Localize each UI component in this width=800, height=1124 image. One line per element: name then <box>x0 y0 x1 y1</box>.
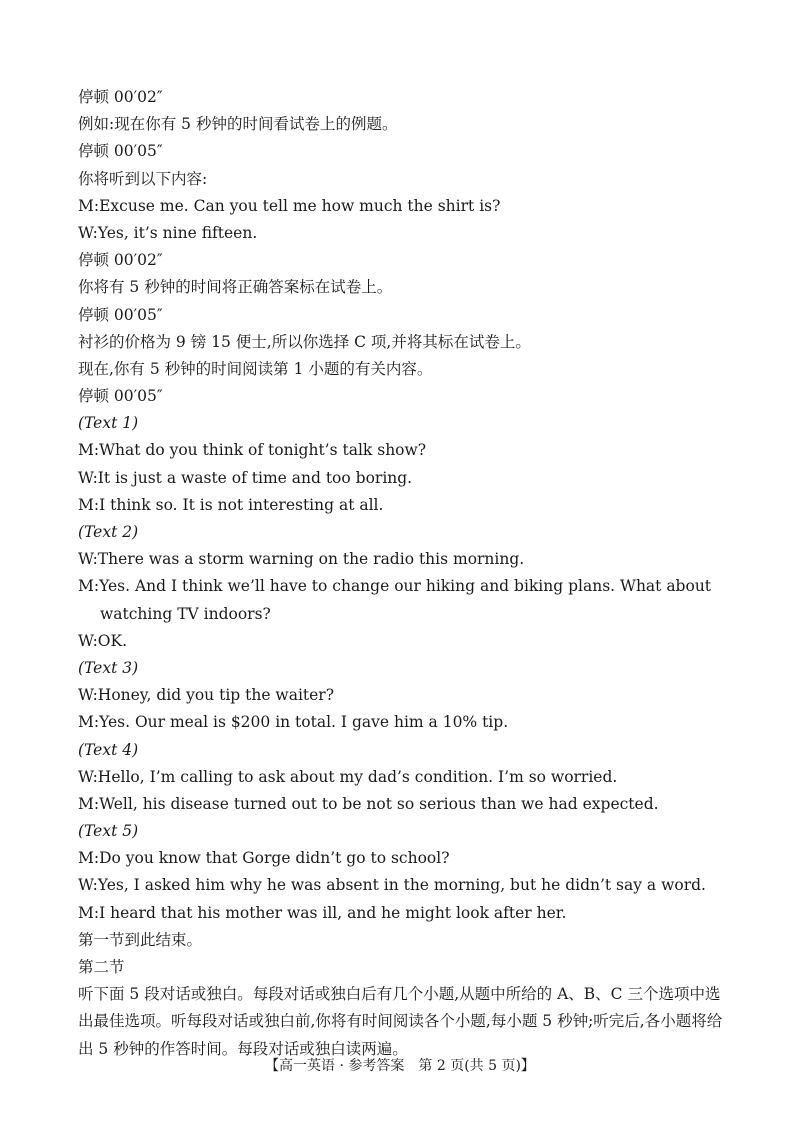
dialogue-line: M:Yes. And I think we’ll have to change our hiking and biking plans. What about watching TV indoors? <box>78 577 712 623</box>
dialogue-line: W:Yes, it’s nine fifteen. <box>78 223 258 242</box>
dialogue-line: W:There was a storm warning on the radio this morning. <box>78 550 525 569</box>
text-label-1: (Text 1) <box>78 414 139 433</box>
pause-line: 停顿 00′02″ <box>78 251 163 270</box>
reading-instruction: 现在,你有 5 秒钟的时间阅读第 1 小题的有关内容。 <box>78 359 433 378</box>
section-2-instructions: 听下面 5 段对话或独白。每段对话或独白后有几个小题,从题中所给的 A、B、C 三个选项中选出最佳选项。听每段对话或独白前,你将有时间阅读各个小题,每小题 5 秒钟;听完后,各小题将给出 5 秒钟的作答时间。每段对话或独白读两遍。 <box>78 985 723 1058</box>
text-label-2: (Text 2) <box>78 523 139 541</box>
text-label-3: (Text 3) <box>78 658 139 677</box>
dialogue-line: M:Well, his disease turned out to be not so serious than we had expected. <box>78 794 659 813</box>
pause-line: 停顿 00′02″ <box>78 88 163 106</box>
dialogue-line: M:Do you know that Gorge didn’t go to school? <box>78 849 450 868</box>
example-explanation: 衬衫的价格为 9 镑 15 便士,所以你选择 C 项,并将其标在试卷上。 <box>78 332 531 351</box>
dialogue-line: M:What do you think of tonight’s talk show? <box>78 441 427 460</box>
example-instruction: 例如:现在你有 5 秒钟的时间看试卷上的例题。 <box>78 115 398 134</box>
pause-line: 停顿 00′05″ <box>78 142 163 161</box>
text-label-4: (Text 4) <box>78 740 139 759</box>
dialogue-line: W:It is just a waste of time and too boring. <box>78 468 413 487</box>
pause-line: 停顿 00′05″ <box>78 305 163 324</box>
text-label-5: (Text 5) <box>78 822 139 841</box>
dialogue-line: M:Yes. Our meal is $200 in total. I gave him a 10% tip. <box>78 713 509 732</box>
dialogue-line: W:Honey, did you tip the waiter? <box>78 686 335 705</box>
answer-instruction: 你将有 5 秒钟的时间将正确答案标在试卷上。 <box>78 278 393 297</box>
you-will-hear-line: 你将听到以下内容: <box>78 169 208 188</box>
dialogue-line: M:I think so. It is not interesting at all. <box>78 495 384 514</box>
dialogue-line: W:Hello, I’m calling to ask about my dad’s condition. I’m so worried. <box>78 767 618 786</box>
section-2-title: 第二节 <box>78 958 125 977</box>
transcript-body <box>78 84 738 1063</box>
dialogue-line: M:I heard that his mother was ill, and he might look after her. <box>78 903 567 922</box>
dialogue-line: W:Yes, I asked him why he was absent in the morning, but he didn’t say a word. <box>78 876 706 895</box>
pause-line: 停顿 00′05″ <box>78 387 163 406</box>
page-footer: 【高一英语 · 参考答案 第 2 页(共 5 页)】 <box>265 1058 535 1074</box>
dialogue-line: W:OK. <box>78 631 128 650</box>
section-end: 第一节到此结束。 <box>78 930 203 949</box>
dialogue-line: M:Excuse me. Can you tell me how much the shirt is? <box>78 196 501 215</box>
